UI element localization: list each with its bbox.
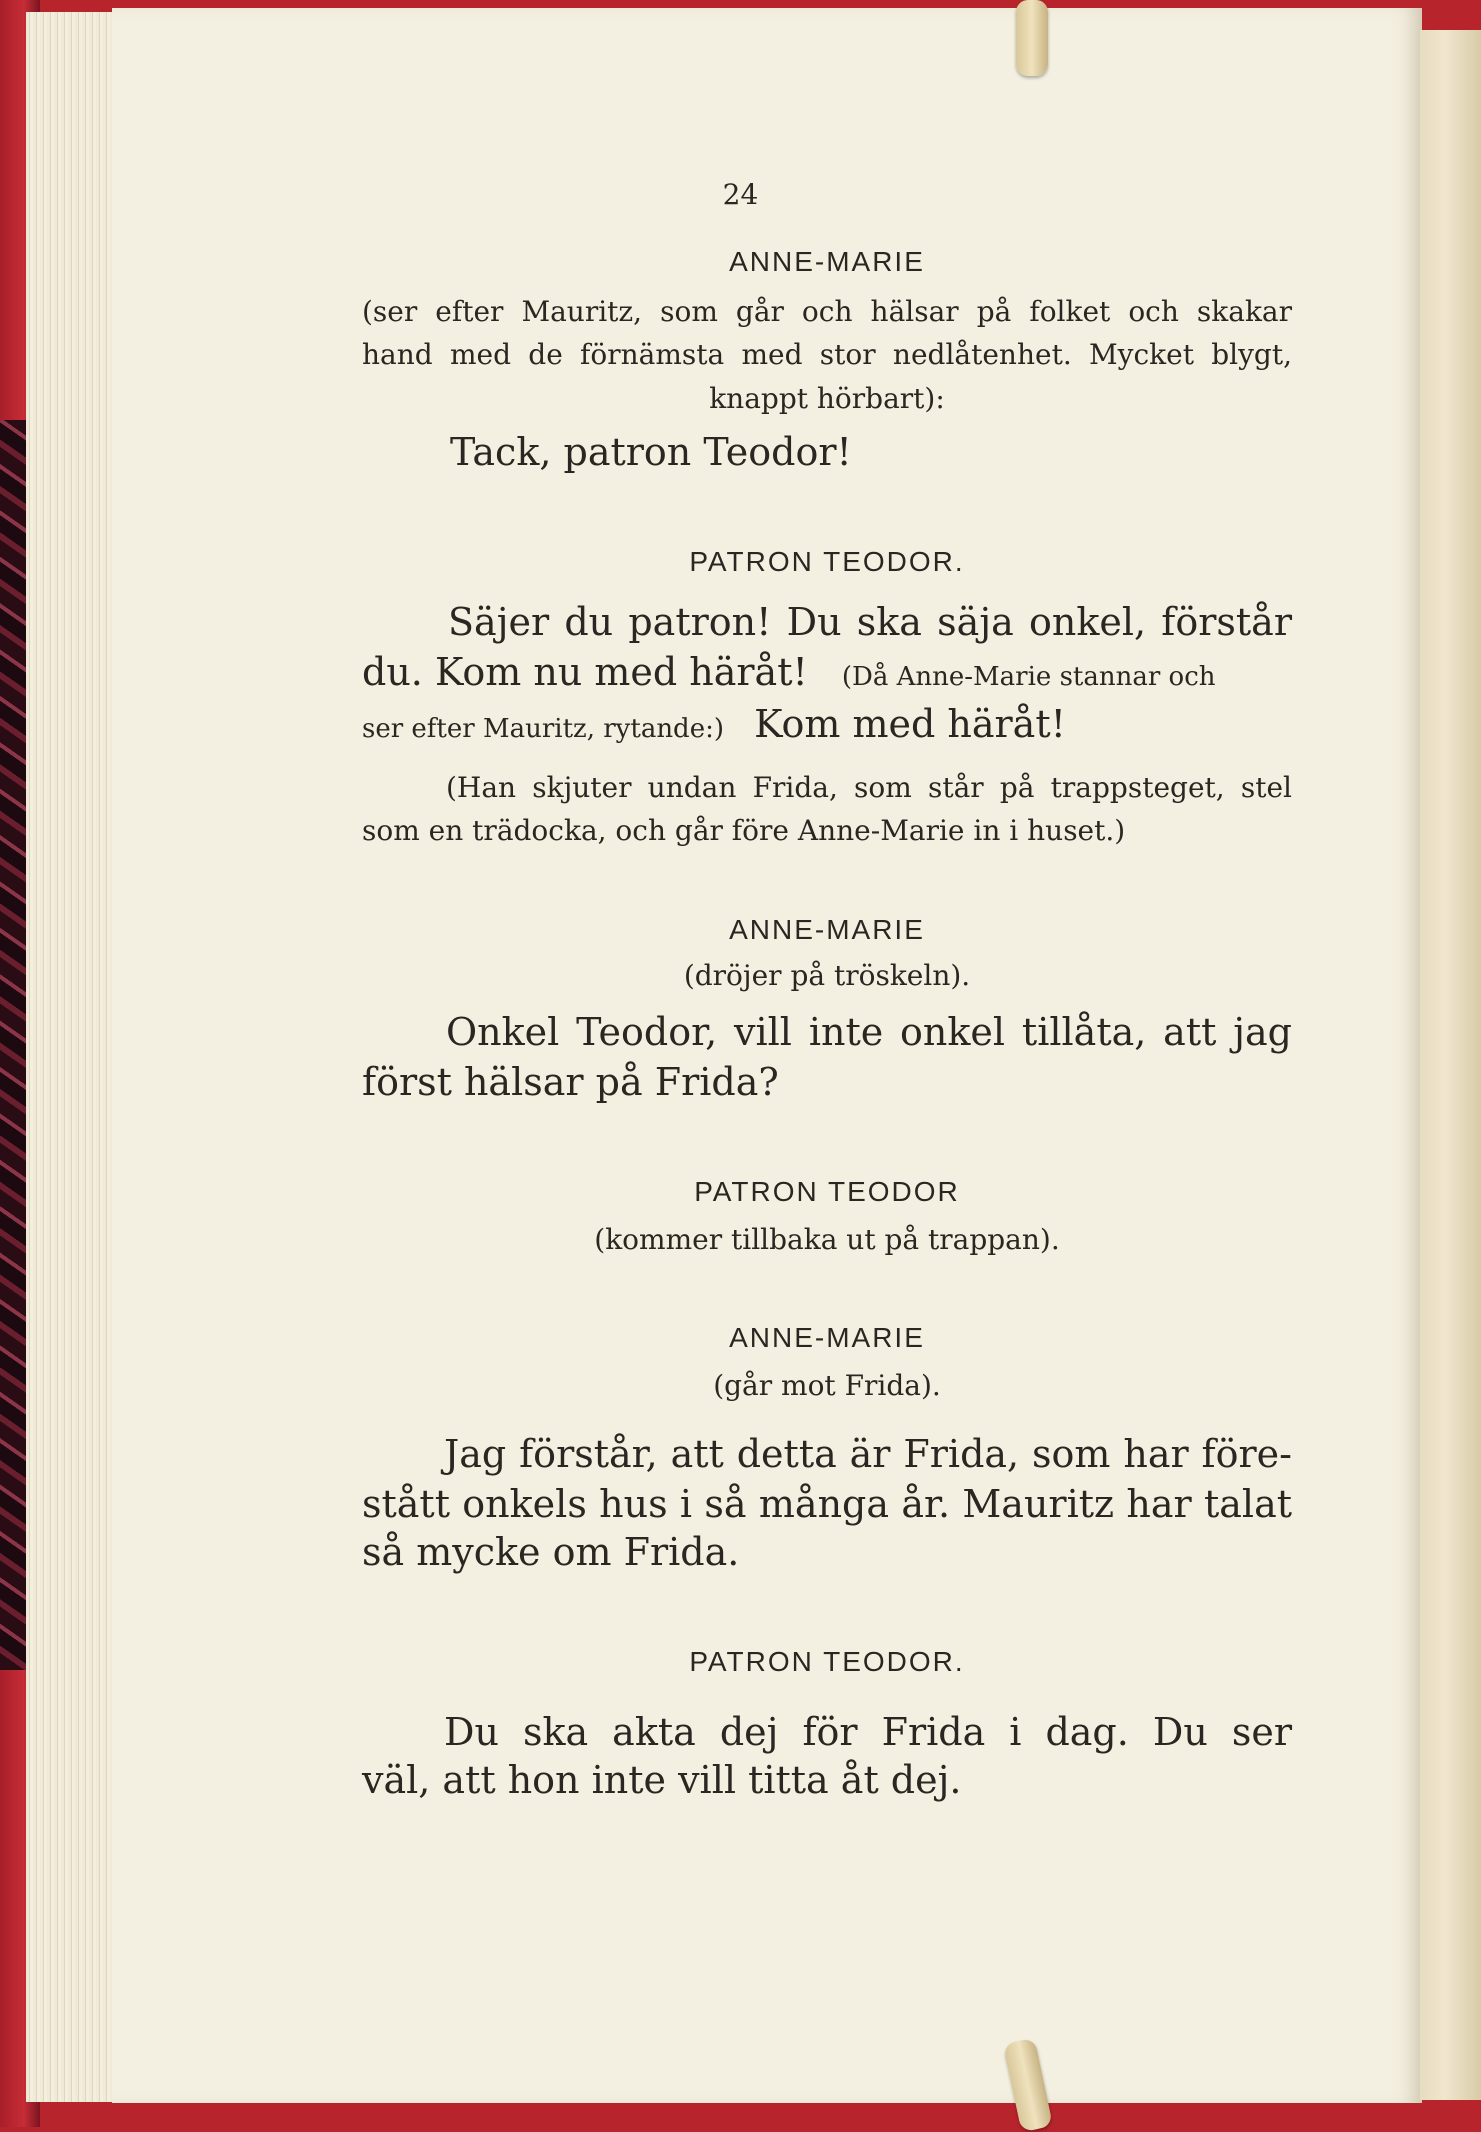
page-stack-edge <box>26 12 118 2102</box>
dialogue-fragment: du. Kom nu med häråt! <box>362 650 808 694</box>
stage-direction: hand med de förnämsta med stor nedlåtenhet. Mycket blygt, <box>362 338 1292 371</box>
speaker-name: PATRON TEODOR <box>694 1176 960 1207</box>
stage-direction: (dröjer på tröskeln). <box>683 959 971 992</box>
stage-direction: knappt hörbart): <box>709 382 945 415</box>
dialogue-line: så mycke om Frida. <box>362 1530 740 1574</box>
speaker-name: PATRON TEODOR. <box>689 546 965 577</box>
speaker-name: ANNE-MARIE <box>729 1322 925 1353</box>
dialogue-line: Jag förstår, att detta är Frida, som har före- <box>444 1432 1292 1476</box>
page-number: 24 <box>722 178 759 211</box>
dialogue-fragment: Kom med häråt! <box>754 702 1066 746</box>
dialogue-line: Säjer du patron! Du ska säja onkel, förstår <box>448 600 1292 644</box>
speaker-name: PATRON TEODOR. <box>689 1646 965 1677</box>
stage-direction-inline: (Då Anne-Marie stannar och <box>841 662 1216 692</box>
stage-direction: (kommer tillbaka ut på trappan). <box>594 1223 1060 1256</box>
page-right-edge <box>1420 30 1481 2100</box>
dialogue-line: Onkel Teodor, vill inte onkel tillåta, att jag <box>446 1010 1292 1054</box>
dialogue-line: först hälsar på Frida? <box>362 1060 779 1104</box>
stage-direction: (ser efter Mauritz, som går och hälsar på folket och skakar <box>362 295 1292 328</box>
speaker-name: ANNE-MARIE <box>729 914 925 945</box>
speaker-name: ANNE-MARIE <box>729 246 925 277</box>
dialogue-line: stått onkels hus i så många år. Mauritz har talat <box>362 1482 1292 1526</box>
stage-direction: (Han skjuter undan Frida, som står på trappsteget, stel <box>446 771 1292 804</box>
bookmark-tab-top <box>1016 0 1048 76</box>
dialogue-line: Tack, patron Teodor! <box>450 430 852 474</box>
dialogue-line: väl, att hon inte vill titta åt dej. <box>362 1758 962 1802</box>
dialogue-line: Du ska akta dej för Frida i dag. Du ser <box>444 1710 1292 1754</box>
stage-direction: (går mot Frida). <box>713 1369 941 1402</box>
stage-direction-inline: ser efter Mauritz, rytande:) <box>362 714 724 744</box>
dialogue-line <box>362 700 1292 753</box>
stage-direction: som en trädocka, och går före Anne-Marie in i huset.) <box>362 814 1126 847</box>
dialogue-line <box>362 648 1292 701</box>
